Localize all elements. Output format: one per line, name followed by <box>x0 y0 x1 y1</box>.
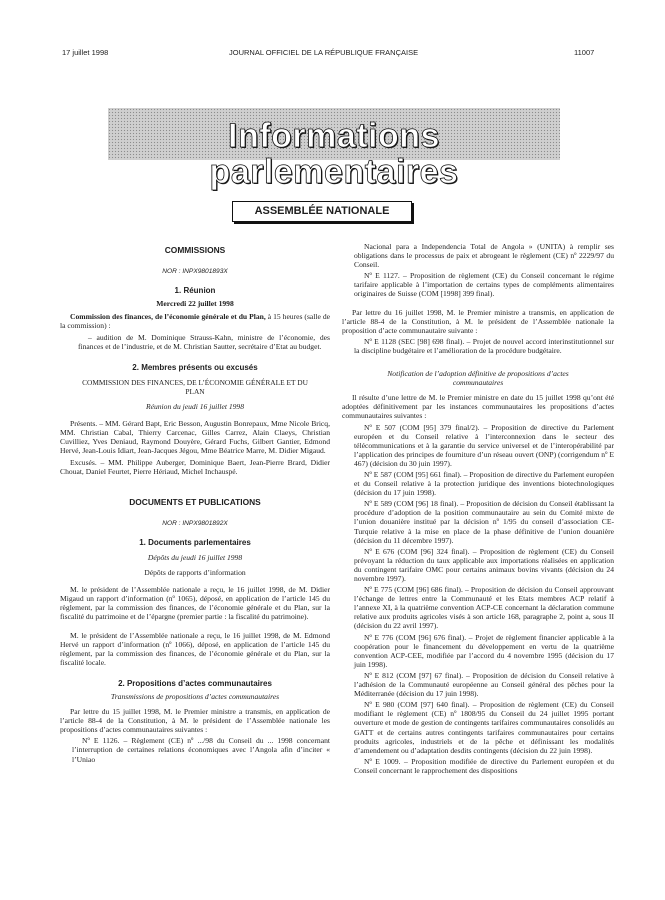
reunion-date: Mercredi 22 juillet 1998 <box>156 299 234 309</box>
docs-depots-date: Dépôts du jeudi 16 juillet 1998 <box>147 552 243 562</box>
docs-rapports-heading: Dépôts de rapports d’information <box>144 568 246 578</box>
header-page-number: 11007 <box>574 48 595 57</box>
reunion-text <box>60 312 330 330</box>
e1126-continuation: Nacional para a Independencia Total de Angola » (UNITA) à remplir ses obligations dans le processus de paix et abrogeant le règlement (CE) nº 2229/97 du Conseil. <box>354 242 614 270</box>
membres-excuses: Excusés. – MM. Philippe Auberger, Dominique Baert, Jean-Pierre Brard, Didier Chouat, Daniel Feurtet, Pierre Hériaud, Michel Inchauspé. <box>60 457 330 476</box>
adopted-item: Nº E 676 (COM [96] 324 final). – Proposition de règlement (CE) du Conseil prévoyant la réduction du taux applicable aux importations réalisées en application du contingent tarifaire OMC pour certains animaux bovins vivants (décision du 24 novembre 1997). <box>354 546 614 583</box>
adopted-item: Nº E 812 (COM [97] 67 final). – Proposition de décision du Conseil relative à l’adhésion de la Communauté européenne au Conseil général des pêches pour la Méditerranée (décision du 17 juin 1998). <box>354 670 614 699</box>
props-transmissions: Transmissions de propositions d’actes communautaires <box>110 692 280 701</box>
adopted-item: Nº E 589 (COM [96] 18 final). – Proposition de décision du Conseil établissant la procédure d’adoption de la position communautaire au sein du Comité mixte de l’union douanière institué par la décision nº 1/95 du conseil d’association CE-Turquie relative à la mise en place de la phase définitive de l’union douanière (décision du 11 décembre 1997). <box>354 499 614 545</box>
right-column <box>342 242 614 777</box>
membres-heading: 2. Membres présents ou excusés <box>132 362 258 372</box>
lettre-16-juillet: Par lettre du 16 juillet 1998, M. le Premier ministre a transmis, en application de l’article 88-4 de la Constitution, à M. le président de l’Assemblée nationale la proposition d’acte communautaire suivante : <box>342 307 614 335</box>
docs-nor: NOR : INPX9801892X <box>162 519 228 527</box>
adopted-item: Nº E 507 (COM [95] 379 final/2). – Proposition de directive du Parlement européen et du Conseil relative à l’interconnexion dans le secteur des télécommunications et à la garantie du service universel et de l’interopérabilité par l’application des principes de fourniture d’un réseau ouvert (ONP) (corrigendum nº E 467) (décision du 30 juin 1997). <box>354 422 614 468</box>
header-date: 17 juillet 1998 <box>62 48 109 57</box>
notification-paragraph: Il résulte d’une lettre de M. le Premier ministre en date du 15 juillet 1998 qu’ont été adoptées définitivement par les instances communautaires les propositions d’actes communautaires suivantes : <box>342 393 614 421</box>
reunion-item: – audition de M. Dominique Strauss-Kahn, ministre de l’économie, des finances et de l’industrie, et de M. Christian Sautter, secrétaire d’Etat au budget. <box>78 332 330 351</box>
adopted-item: Nº E 980 (COM [97] 640 final). – Proposition de règlement (CE) du Conseil modifiant le règlement (CE) nº 1808/95 du Conseil du 24 juillet 1995 portant ouverture et mode de gestion de contingents tarifaires communautaires consolidés au GATT et de certains autres contingents tarifaires communautaires pour certains produits agricoles, industriels et de la pêche et définissant les modalités d’amendement ou d’adaptation desdits contingents (décision du 22 juin 1998). <box>354 700 614 755</box>
left-column <box>60 242 330 766</box>
adopted-item: Nº E 1009. – Proposition modifiée de directive du Parlement européen et du Conseil concernant le rapprochement des dispositions <box>354 756 614 775</box>
title-banner <box>108 108 560 191</box>
docs-paragraph-1: M. le président de l’Assemblée nationale a reçu, le 16 juillet 1998, de M. Didier Migaud un rapport d’information (nº 1065), déposé, en application de l’article 145 du règlement, par la commission des finances, de l’économie générale et du Plan, sur la fiscalité du patrimoine et de l’épargne (premier partie : la fiscalité du patrimoine). <box>60 585 330 622</box>
adopted-item: Nº E 776 (COM [96] 676 final). – Projet de règlement financier applicable à la coopération pour le financement du développement en vertu de la quatrième convention ACP-CEE, modifiée par l’accord du 4 novembre 1995 (décision du 17 juin 1998). <box>354 632 614 669</box>
commissions-heading: COMMISSIONS <box>164 245 226 255</box>
page-header <box>0 48 665 62</box>
notification-heading: Notification de l’adoption définitive de propositions d’actes communautaires <box>387 369 569 388</box>
membres-reunion-date: Réunion du jeudi 16 juillet 1998 <box>145 402 245 412</box>
reunion-time: à 15 heures (salle de la commission) : <box>60 312 330 331</box>
membres-commission: COMMISSION DES FINANCES, DE L’ÉCONOMIE GÉNÉRALE ET DU PLAN <box>82 377 308 396</box>
commissions-nor: NOR : INPX9801893X <box>162 268 228 276</box>
docs-parl-heading: 1. Documents parlementaires <box>139 537 251 547</box>
props-paragraph: Par lettre du 15 juillet 1998, M. le Premier ministre a transmis, en application de l’article 88-4 de la Constitution, à M. le président de l’Assemblée nationale les propositions d’actes communautaires suivantes : <box>60 707 330 735</box>
props-e1126: Nº E 1126. – Règlement (CE) nº .../98 du Conseil du ... 1998 concernant l’interruption de certaines relations économiques avec l’Angola afin d’inciter « l’Uniao <box>72 736 330 764</box>
chamber-label: ASSEMBLÉE NATIONALE <box>232 201 412 222</box>
props-heading: 2. Propositions d’actes communautaires <box>118 678 272 688</box>
docs-heading: DOCUMENTS ET PUBLICATIONS <box>129 496 261 507</box>
membres-presents: Présents. – MM. Gérard Bapt, Eric Besson, Augustin Bonrepaux, Mme Nicole Bricq, MM. Christian Cabal, Thierry Carcenac, Gilles Carrez, Alain Claeys, Christian Cuvilliez, Yves Deniaud, Raymond Douyère, Gérard Fuchs, Gilbert Gantier, Edmond Hervé, Jean-Louis Idiart, Jean-Jacques Jégou, Mme Béatrice Marre, M. Didier Migaud. <box>60 419 330 456</box>
reunion-heading: 1. Réunion <box>174 286 216 296</box>
adopted-item: Nº E 775 (COM [96] 686 final). – Proposition de décision du Conseil approuvant l’échange de lettres entre la Communauté et les Etats membres ACP relatif à l’annexe XI, à la quatrième convention ACP-CE concernant la déclaration commune relative aux produits agricoles visés à son article 168, paragraphe 2, point a, sous II (décision du 22 avril 1997). <box>354 585 614 631</box>
item-e1127: Nº E 1127. – Proposition de règlement (CE) du Conseil concernant le régime tarifaire applicable à l’importation de certains types de compléments alimentaires originaires de Suisse (COM [1998] 399 final). <box>354 271 614 299</box>
banner-title: Informations parlementaires <box>209 117 459 191</box>
adopted-item: Nº E 587 (COM [95] 661 final). – Proposition de directive du Parlement européen et du Conseil relative à la protection juridique des inventions biotechnologiques (décision du 17 juin 1998). <box>354 469 614 498</box>
docs-paragraph-2: M. le président de l’Assemblée nationale a reçu, le 16 juillet 1998, de M. Edmond Hervé un rapport d’information (nº 1066), déposé, en application de l’article 145 du règlement, par la commission des finances, de l’économie générale et du Plan, sur la fiscalité locale. <box>60 630 330 667</box>
header-journal-title: JOURNAL OFFICIEL DE LA RÉPUBLIQUE FRANÇAISE <box>229 48 419 57</box>
item-e1128: Nº E 1128 (SEC [98] 698 final). – Projet de nouvel accord interinstitutionnel sur la discipline budgétaire et l’amélioration de la procédure budgétaire. <box>354 336 614 355</box>
reunion-commission: Commission des finances, de l’économie générale et du Plan, <box>70 312 266 322</box>
